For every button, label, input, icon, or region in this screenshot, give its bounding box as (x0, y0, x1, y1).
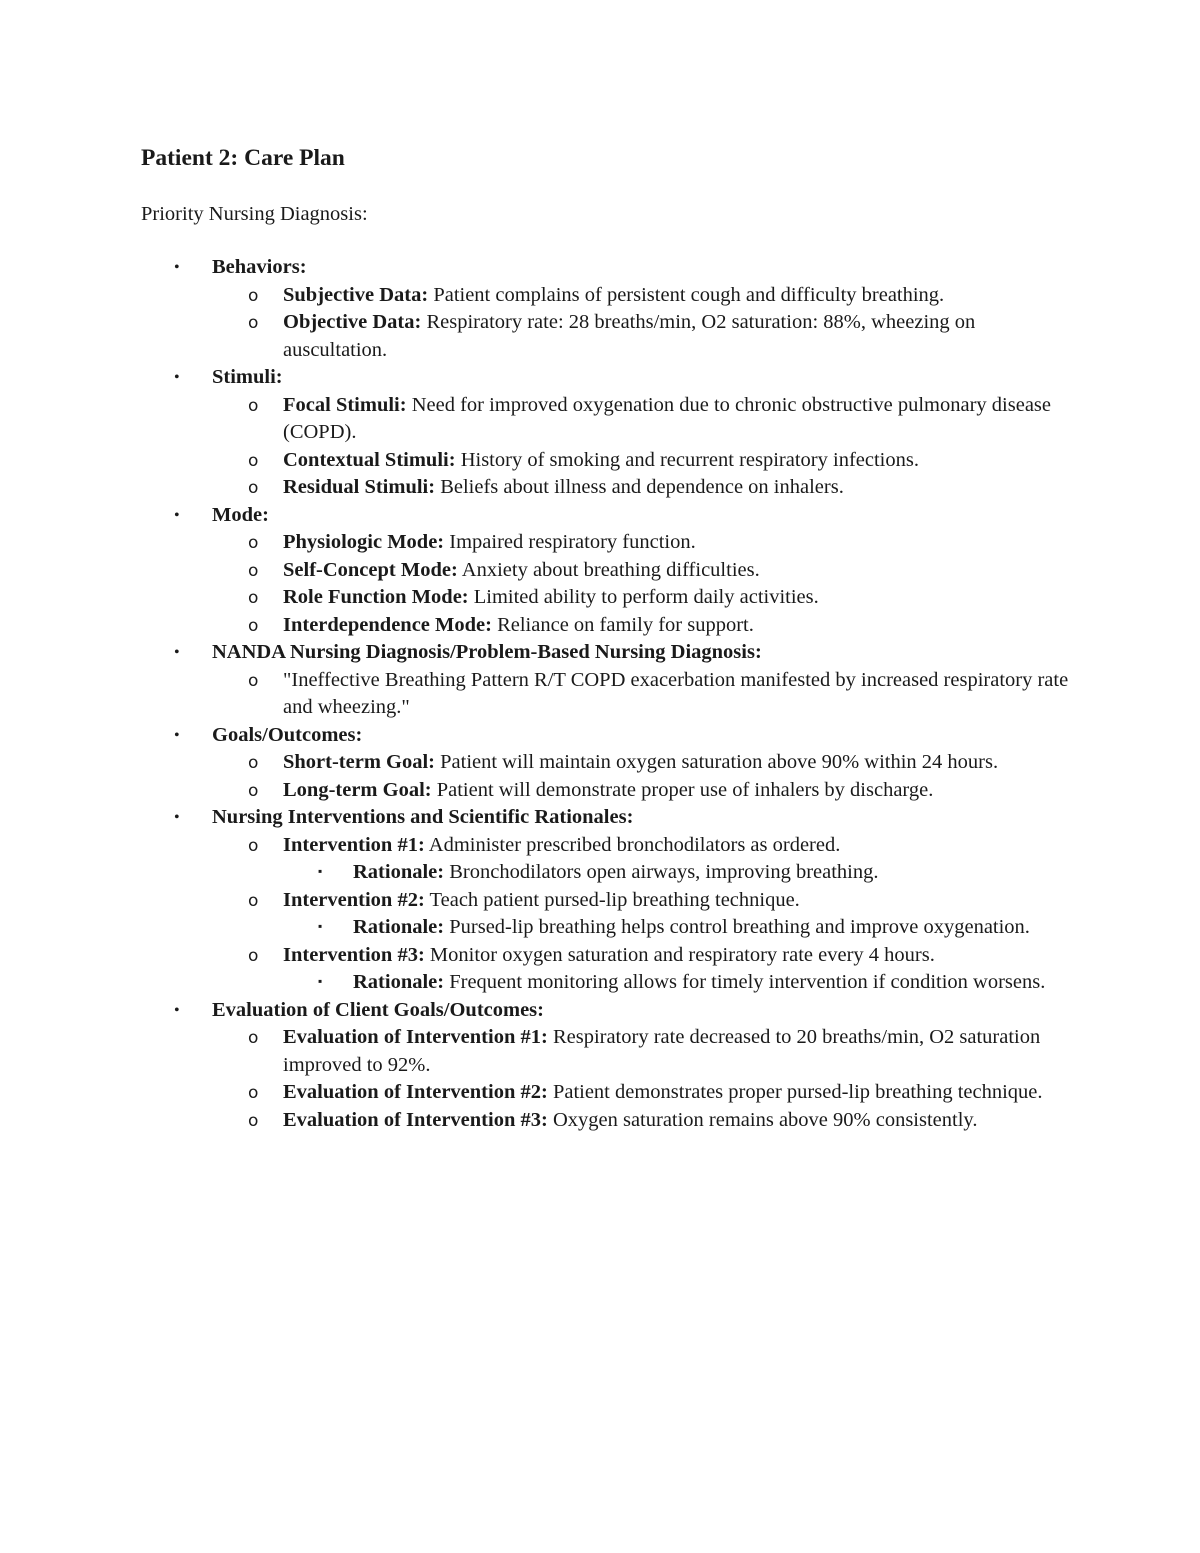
list-item (0, 1079, 1200, 1107)
item-text: Patient will demonstrate proper use of inhalers by discharge. (431, 778, 934, 801)
circle-bullet-icon: o (248, 450, 259, 471)
item-label: Intervention #1: (283, 833, 425, 856)
item-text: Monitor oxygen saturation and respiratory rate every 4 hours. (424, 943, 935, 966)
item-label: Focal Stimuli: (283, 393, 407, 416)
bullet-icon: • (174, 1001, 180, 1019)
rationale-item (0, 969, 1200, 997)
circle-bullet-icon: o (248, 890, 259, 911)
list-item (0, 557, 1200, 585)
item-label: Residual Stimuli: (283, 476, 436, 498)
list-item (0, 309, 1200, 364)
circle-bullet-icon: o (248, 285, 259, 306)
bullet-icon: • (174, 644, 180, 661)
circle-bullet-icon: o (248, 533, 259, 553)
item-label: Evaluation of Intervention #2: (283, 1081, 548, 1103)
circle-bullet-icon: o (248, 780, 259, 801)
section-heading: NANDA Nursing Diagnosis/Problem-Based Nursing Diagnosis: (212, 641, 762, 663)
section-heading: Nursing Interventions and Scientific Rationales: (212, 806, 634, 828)
rationale-item (0, 859, 1200, 887)
item-label: Self-Concept Mode: (283, 558, 458, 581)
item-label: Intervention #2: (283, 888, 425, 911)
rationale-label: Rationale: (353, 861, 445, 883)
section-evaluation (0, 997, 1200, 1025)
square-bullet-icon: ▪ (318, 919, 323, 933)
list-item (0, 474, 1200, 502)
section-heading: Evaluation of Client Goals/Outcomes: (212, 998, 544, 1021)
list-item (0, 447, 1200, 475)
item-text: Beliefs about illness and dependence on inhalers. (435, 476, 844, 498)
page-title: Patient 2: Care Plan (141, 145, 345, 171)
item-label: Contextual Stimuli: (283, 448, 456, 471)
circle-bullet-icon: o (248, 615, 259, 636)
bullet-icon: • (174, 726, 180, 744)
item-text: Impaired respiratory function. (444, 531, 696, 553)
item-text: Need for improved oxygenation due to chronic obstructive pulmonary disease (COPD). (283, 393, 1051, 443)
bullet-icon: • (174, 259, 180, 276)
item-text: Oxygen saturation remains above 90% consistently. (547, 1108, 978, 1131)
rationale-label: Rationale: (353, 916, 445, 938)
circle-bullet-icon: o (248, 670, 259, 691)
list-item (0, 282, 1200, 310)
item-text: Reliance on family for support. (491, 613, 754, 636)
circle-bullet-icon: o (248, 478, 259, 498)
item-text: Patient demonstrates proper pursed-lip breathing technique. (547, 1081, 1043, 1103)
item-label: Short-term Goal: (283, 751, 435, 773)
list-item (0, 1107, 1200, 1135)
list-item (0, 887, 1200, 915)
item-label: Physiologic Mode: (283, 531, 445, 553)
list-item (0, 832, 1200, 860)
item-text: Anxiety about breathing difficulties. (457, 558, 760, 581)
list-item (0, 667, 1200, 722)
section-nanda-diagnosis (0, 639, 1200, 667)
circle-bullet-icon: o (248, 395, 259, 416)
list-item (0, 1024, 1200, 1079)
section-behaviors (0, 254, 1200, 282)
item-label: Subjective Data: (283, 283, 429, 306)
section-mode (0, 502, 1200, 530)
item-text: Patient will maintain oxygen saturation above 90% within 24 hours. (435, 751, 999, 773)
circle-bullet-icon: o (248, 1110, 259, 1131)
circle-bullet-icon: o (248, 753, 259, 773)
list-item (0, 777, 1200, 805)
list-item (0, 392, 1200, 447)
bullet-icon: • (174, 506, 180, 524)
item-text: "Ineffective Breathing Pattern R/T COPD exacerbation manifested by increased respiratory rate and wheezing." (283, 668, 1069, 718)
rationale-text: Bronchodilators open airways, improving breathing. (444, 861, 879, 883)
item-label: Evaluation of Intervention #1: (283, 1026, 548, 1048)
item-label: Intervention #3: (283, 943, 425, 966)
item-label: Objective Data: (283, 311, 422, 333)
section-heading: Goals/Outcomes: (212, 723, 363, 746)
item-label: Long-term Goal: (283, 778, 432, 801)
list-item (0, 749, 1200, 777)
list-item (0, 942, 1200, 970)
section-heading: Behaviors: (212, 256, 307, 278)
circle-bullet-icon: o (248, 945, 259, 966)
item-text: History of smoking and recurrent respiratory infections. (455, 448, 919, 471)
priority-diagnosis-heading: Priority Nursing Diagnosis: (141, 203, 368, 225)
circle-bullet-icon: o (248, 313, 259, 333)
item-label: Evaluation of Intervention #3: (283, 1108, 548, 1131)
square-bullet-icon: ▪ (318, 974, 323, 988)
item-text: Administer prescribed bronchodilators as ordered. (424, 833, 841, 856)
section-goals (0, 722, 1200, 750)
bullet-icon: • (174, 369, 180, 386)
item-text: Respiratory rate decreased to 20 breaths/min, O2 saturation improved to 92%. (283, 1026, 1041, 1076)
circle-bullet-icon: o (248, 588, 259, 608)
bullet-icon: • (174, 809, 180, 826)
item-text: Limited ability to perform daily activities. (468, 586, 819, 608)
circle-bullet-icon: o (248, 835, 259, 856)
circle-bullet-icon: o (248, 1028, 259, 1048)
list-item (0, 529, 1200, 557)
item-label: Interdependence Mode: (283, 613, 492, 636)
rationale-label: Rationale: (353, 971, 445, 993)
square-bullet-icon: ▪ (318, 864, 323, 878)
list-item (0, 584, 1200, 612)
item-text: Teach patient pursed-lip breathing technique. (424, 888, 800, 911)
item-text: Patient complains of persistent cough and difficulty breathing. (428, 283, 945, 306)
list-item (0, 612, 1200, 640)
section-heading: Mode: (212, 503, 269, 526)
section-heading: Stimuli: (212, 366, 283, 388)
care-plan-outline (0, 254, 1200, 1134)
circle-bullet-icon: o (248, 560, 259, 581)
section-stimuli (0, 364, 1200, 392)
item-text: Respiratory rate: 28 breaths/min, O2 saturation: 88%, wheezing on auscultation. (283, 311, 976, 361)
rationale-text: Pursed-lip breathing helps control breathing and improve oxygenation. (444, 916, 1030, 938)
rationale-item (0, 914, 1200, 942)
section-interventions (0, 804, 1200, 832)
rationale-text: Frequent monitoring allows for timely intervention if condition worsens. (444, 971, 1046, 993)
item-label: Role Function Mode: (283, 586, 469, 608)
circle-bullet-icon: o (248, 1083, 259, 1103)
